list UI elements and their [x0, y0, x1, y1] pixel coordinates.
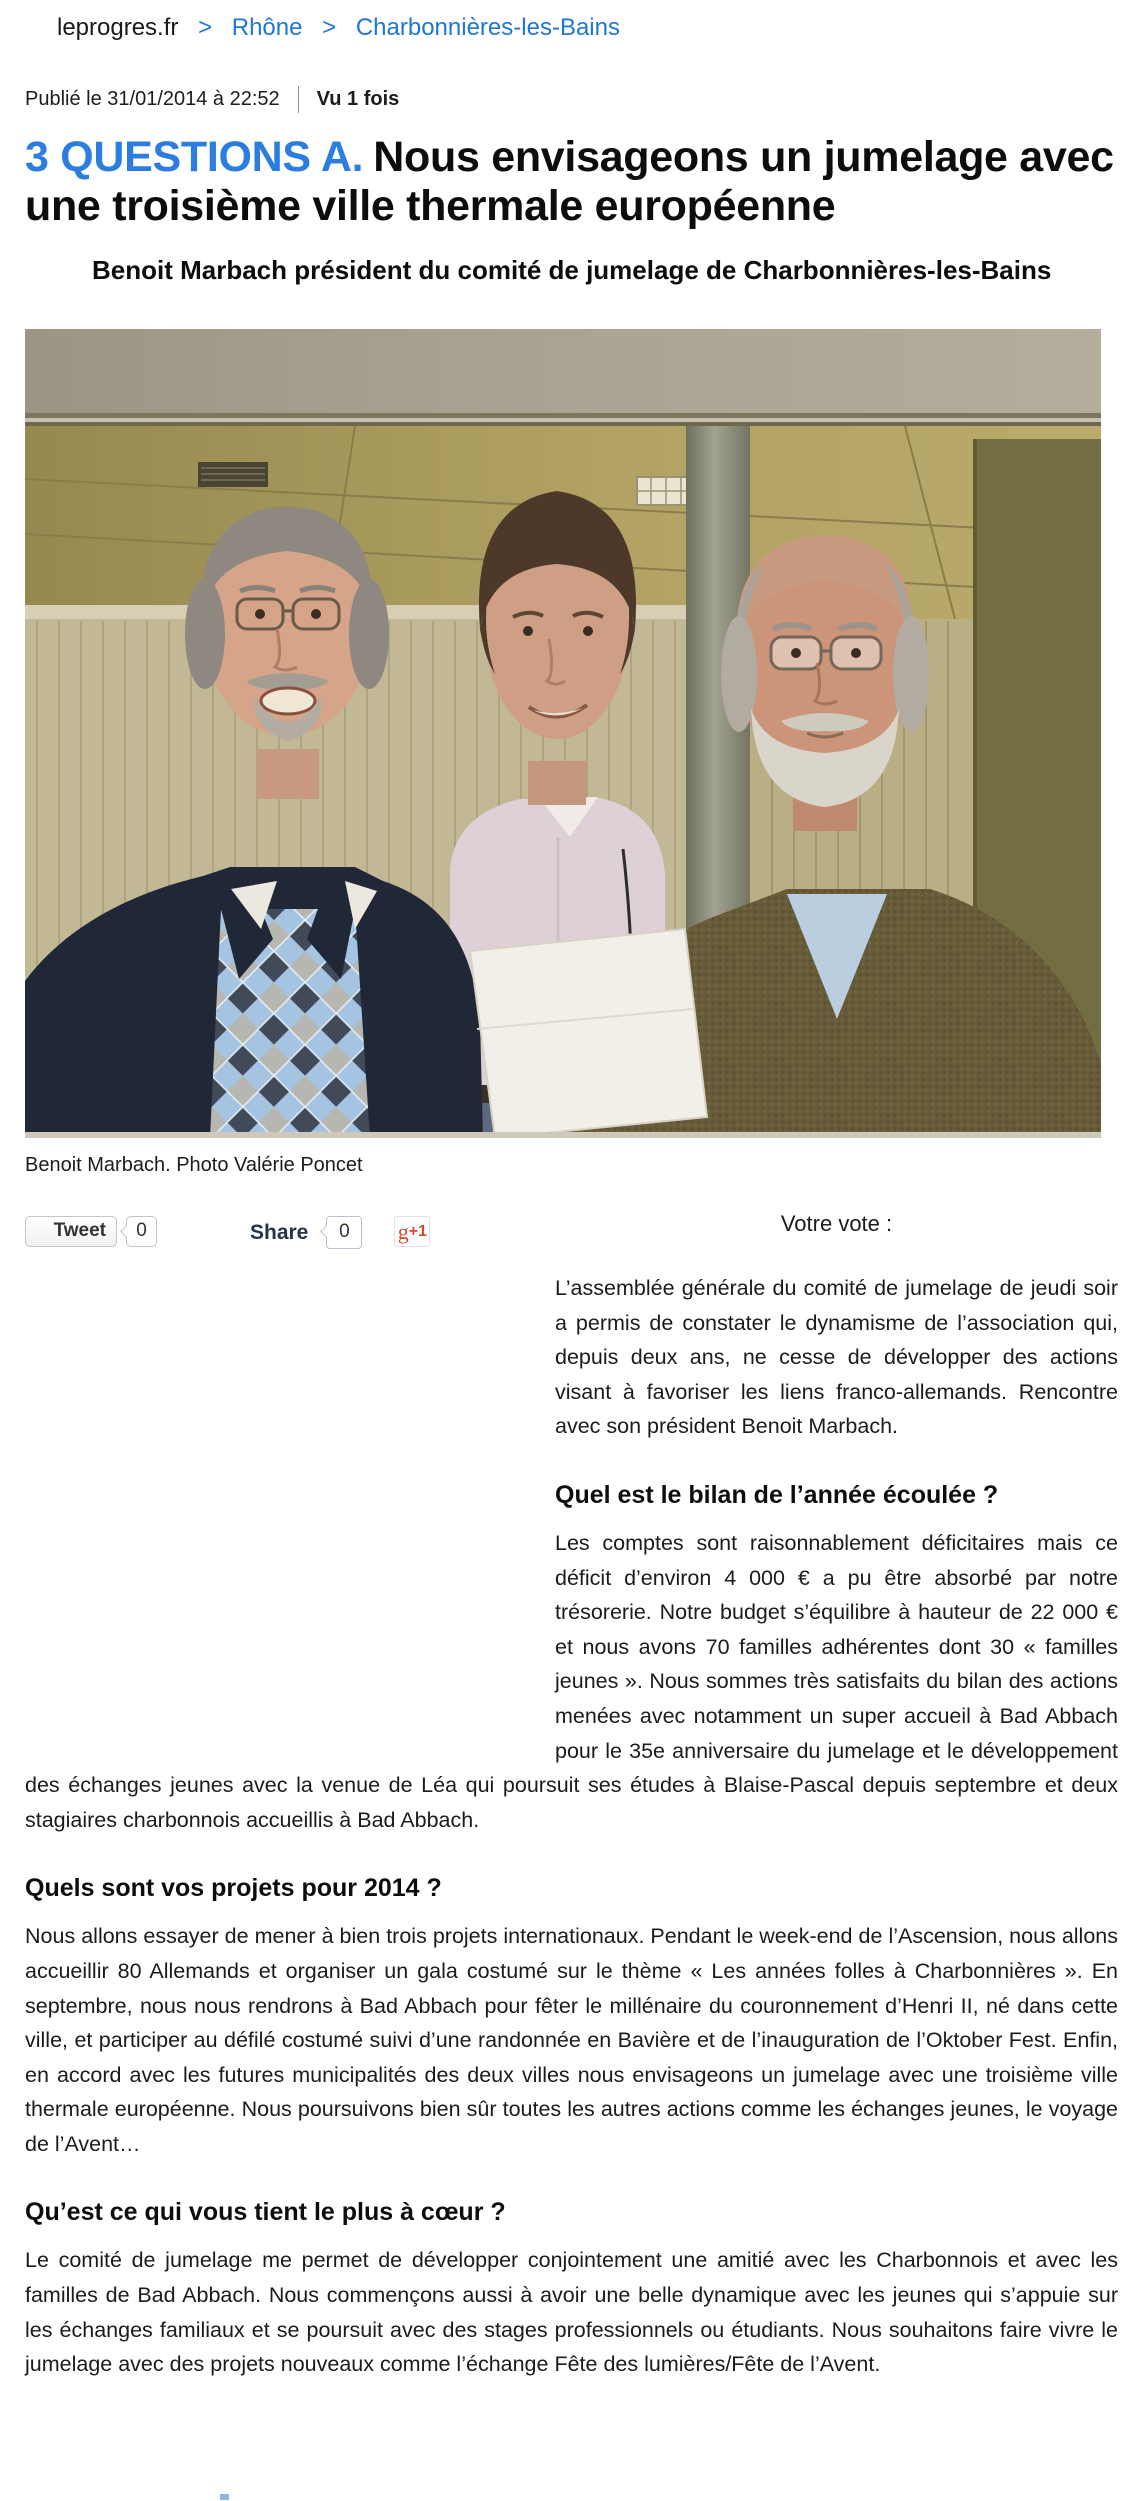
title-text: Nous envisageons un jumelage avec une troisième ville thermale européenne — [25, 133, 1114, 230]
gplus-g-icon: g — [397, 1218, 409, 1244]
breadcrumb — [25, 0, 1118, 42]
article-intro: L’assemblée générale du comité de jumelage de jeudi soir a permis de constater le dynamisme de l’association qui, depuis deux ans, ne cesse de développer des actions visant à favoriser les liens franco-allemands. Rencontre avec son président Benoit Marbach. — [555, 1276, 1118, 1439]
view-count: Vu 1 fois — [316, 88, 400, 110]
breadcrumb-site-link[interactable]: leprogres.fr — [57, 14, 179, 41]
article-subtitle: Benoit Marbach président du comité de jumelage de Charbonnières-les-Bains — [92, 255, 1052, 285]
article-body — [25, 1211, 1118, 2382]
tweet-button[interactable]: Tweet — [25, 1216, 117, 1247]
tweet-count-badge[interactable]: 0 — [126, 1216, 157, 1247]
ceiling-vent-icon — [198, 462, 268, 487]
share-button[interactable]: Share — [250, 1221, 309, 1244]
answer-2: Nous allons essayer de mener à bien trois projets internationaux. Pendant le week-end de l’Ascension, nous allons accueillir 80 Allemands et organiser un gala costumé sur le thème « Les années folles à Charbonnières ». En septembre, nous nous rendrons à Bad Abbach pour fêter le millénaire du couronnement d’Henri II, né dans cette ville, et participer au défilé costumé suivi d’une randonnée en Bavière et de l’inauguration de l’Oktober Fest. Enfin, en accord avec les futures municipalités des deux villes nous envisageons un jumelage avec une troisième ville thermale européenne. Nous poursuivons bien sûr toutes les autres actions comme les échanges jeunes, le voyage de l’Avent… — [25, 1924, 1118, 2156]
google-plus-one-button[interactable] — [394, 1216, 430, 1247]
ad-placeholder — [25, 1211, 555, 1741]
publish-date: Publié le 31/01/2014 à 22:52 — [25, 88, 280, 110]
meta-divider — [298, 86, 299, 113]
question-1: Quel est le bilan de l’année écoulée ? — [555, 1480, 999, 1509]
breadcrumb-link-rhone[interactable]: Rhône — [231, 14, 303, 41]
social-share-row — [25, 1216, 555, 1251]
publish-meta — [25, 86, 1118, 113]
photo-bg-beam — [25, 329, 1101, 417]
share-count-badge[interactable]: 0 — [326, 1216, 362, 1249]
breadcrumb-link-city[interactable]: Charbonnières-les-Bains — [355, 14, 620, 41]
photo-illustration — [25, 329, 1101, 1138]
gplus-plusone-label: +1 — [408, 1222, 427, 1240]
question-3: Qu’est ce qui vous tient le plus à cœur ? — [25, 2198, 506, 2227]
article-photo — [25, 329, 1101, 1138]
page-title — [25, 133, 1118, 231]
breadcrumb-separator: > — [198, 14, 213, 41]
title-kicker: 3 QUESTIONS A. — [25, 133, 364, 181]
breadcrumb-separator: > — [322, 14, 337, 41]
answer-3: Le comité de jumelage me permet de développer conjointement une amitié avec les Charbonnois et avec les familles de Bad Abbach. Nous commençons aussi à avoir une belle dynamique avec les jeunes qui s’appuie sur les échanges familiaux et se poursuit avec des stages professionnels ou étudiants. Nous souhaitons faire vivre le jumelage avec des projets nouveaux comme l’échange Fête des lumières/Fête de l’Avent. — [25, 2248, 1118, 2377]
papers-icon — [470, 929, 707, 1138]
clipped-link-fragment — [220, 2494, 229, 2500]
answer-1: Les comptes sont raisonnablement déficitaires mais ce déficit d’environ 4 000 € a pu être absorbé par notre trésorerie. Notre budget s’équilibre à hauteur de 22 000 € et nous avons 70 familles adhérentes dont 30 « familles jeunes ». Nous sommes très satisfaits du bilan des actions menées avec notamment un super accueil à Bad Abbach pour le 35e anniversaire du jumelage et le développement des échanges jeunes avec la venue de Léa qui poursuit ses études à Blaise-Pascal depuis septembre et deux stagiaires charbonnois accueillis à Bad Abbach. — [25, 1530, 1118, 1832]
vote-label: Votre vote : — [780, 1211, 893, 1236]
photo-caption: Benoit Marbach. Photo Valérie Poncet — [25, 1154, 363, 1176]
question-2: Quels sont vos projets pour 2014 ? — [25, 1874, 442, 1903]
